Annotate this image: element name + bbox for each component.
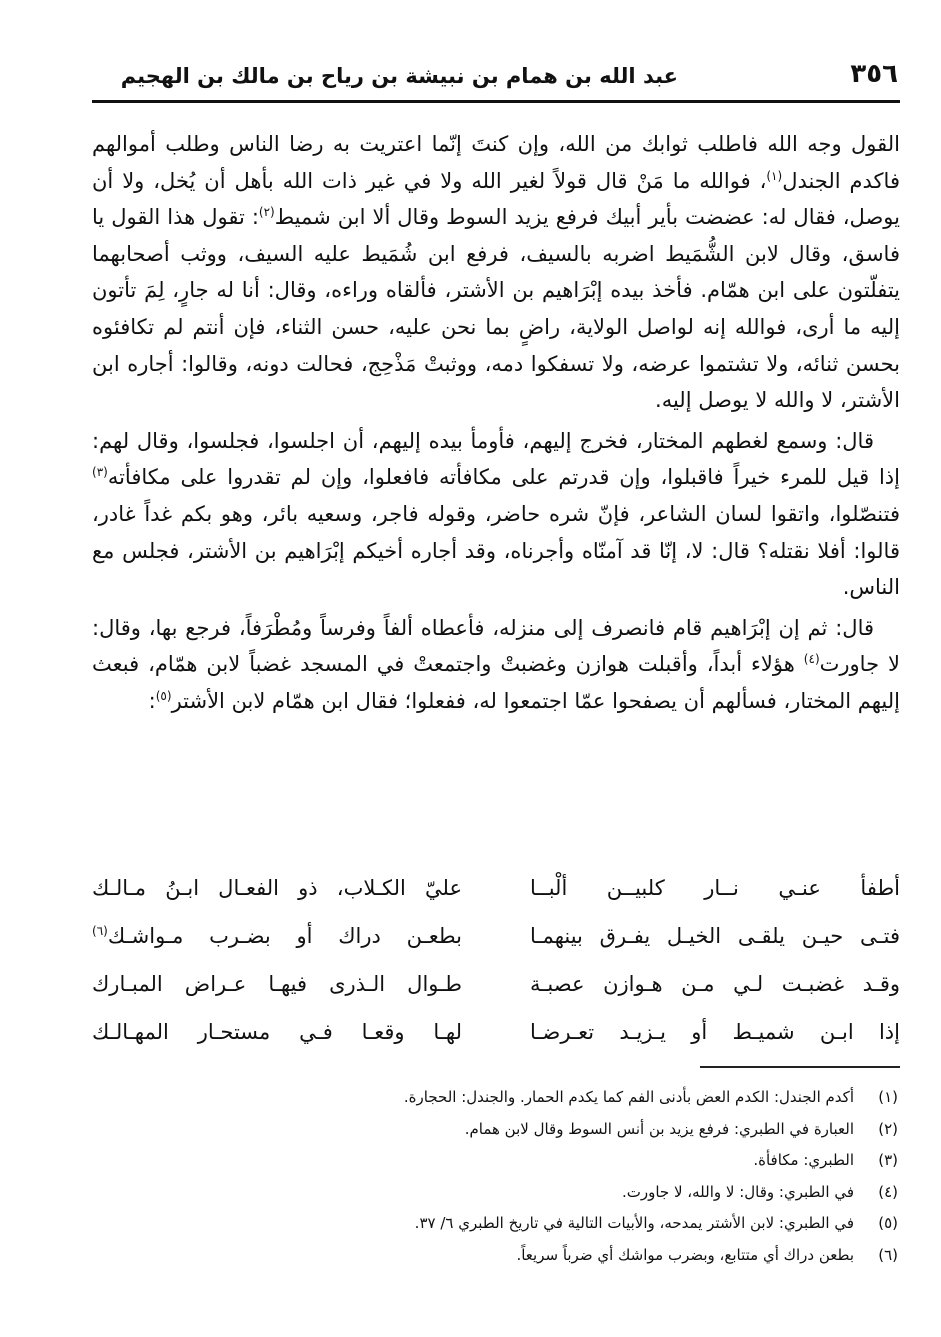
hemistich-text: لهـا وقعـا فـي مستحـار المهـالـك [92,1020,462,1044]
body-text [92,126,900,720]
hemistich-text: بطعـن دراك أو بضـرب مـواشـك [107,924,462,948]
footnote-number: (٣) [878,1151,898,1169]
footnote-ref-1[interactable]: (١) [766,168,783,183]
paragraph-text: قال: وسمع لغطهم المختار، فخرج إليهم، فأومأ بيده إليهم، أن اجلسوا، فجلسوا، وقال لهم: إذا قيل للمرء خيراً فاقبلوا، وإن قدرتم على مكافأته فافعلوا، وإن لم تقدروا على مكافأته [92,428,900,490]
footnote-text: بطعن دراك أي متتابع، وبضرب مواشك أي ضرباً سريعاً. [516,1245,854,1264]
paragraph-2 [92,423,900,606]
poem-second-hemistich [92,864,462,912]
footnote-number: (١) [878,1088,898,1106]
poem-first-hemistich: إذا ابـن شميـط أو يـزيـد تعـرضـا [530,1020,900,1044]
footnote-number: (٢) [878,1119,898,1138]
paragraph-text: قال: ثم إن إبْرَاهيم قام فانصرف إلى منزله، فأعطاه ألفاً وفرساً ومُطْرَفاً، فرجع بها، وقال: لا جاورت [92,615,900,677]
footnote [92,1114,900,1146]
footnote-text: الطبري: مكافأة. [753,1151,854,1169]
footnote-ref-6[interactable]: (٦) [92,924,108,938]
footnote-ref-5[interactable]: (٥) [155,688,172,703]
poem-first-hemistich: وقـد غضبـت لـي مـن هـوازن عصبـة [530,972,900,996]
footnote-number: (٤) [878,1182,898,1201]
poem-second-hemistich [92,960,462,1008]
page-number: ٣٥٦ [850,59,898,89]
hemistich-text: طـوال الـذرى فيهـا عـراض المبـارك [92,972,462,996]
poem-second-hemistich [92,912,462,960]
footnote [92,1240,900,1272]
footnote-ref-3[interactable]: (٣) [92,465,108,480]
footnote-ref-2[interactable]: (٢) [258,205,275,220]
poem-verse [92,864,900,912]
footnote-text: العبارة في الطبري: فرفع يزيد بن أنس السوط وقال لابن همام. [464,1119,854,1138]
footnote [92,1145,900,1177]
footnote-text: في الطبري: لابن الأشتر يمدحه، والأبيات التالية في تاريخ الطبري ٦/ ٣٧. [414,1214,854,1232]
paragraph-text: فتنصّلوا، واتقوا لسان الشاعر، فإنّ شره حاضر، وقوله فاجر، وسعيه بائر، وهو بكم غداً غادر، قالوا: أفلا نقتله؟ قال: لا، إنّا قد آمنّاه وأجرناه، وقد أجاره أخيكم إبْرَاهيم بن الأشتر، فجلس مع الناس. [92,501,900,600]
footnotes [92,1082,900,1271]
footnote-number: (٦) [878,1245,898,1264]
hemistich-text: عليّ الكـلاب، ذو الفعـال ابـنُ مـالـك [92,876,462,900]
running-title: عبد الله بن همام بن نبيشة بن رياح بن مالك بن الهجيم [120,64,678,88]
page-header [92,52,900,103]
footnote-divider [700,1066,900,1068]
paragraph-text: هؤلاء أبداً، وأقبلت هوازن وغضبتْ واجتمعتْ في المسجد غضباً لابن همّام، فبعث إليهم المختار، فسألهم أن يصفحوا عمّا اجتمعوا له، ففعلوا؛ فقال ابن همّام لابن الأشتر [92,652,900,713]
poem-verse [92,960,900,1008]
poem-first-hemistich: أطفأ عنـي نــار كلبيــن ألْبــا [530,876,900,900]
paragraph-text: : [148,688,156,713]
footnote [92,1208,900,1240]
poem-verse [92,1008,900,1056]
paragraph-1 [92,126,900,419]
poem-verse [92,912,900,960]
paragraph-text: : تقول هذا القول يا فاسق، وقال لابن الشُّمَيط اضربه بالسيف، فرفع ابن شُمَيط عليه السيف، ووثب أصحابهما يتفلّتون على ابن همّام. فأخذ بيده إبْرَاهيم بن الأشتر، فألقاه وراءه، وقال: أنا له جارٍ، لِمَ تأتون إليه ما أرى، فوالله إنه لواصل الولاية، راضٍ بما نحن عليه، حسن الثناء، فإن أنتم لم تكافئوه بحسن ثنائه، ولا تشتموا عرضه، ولا تسفكوا دمه، ووثبتْ مَذْحِج، فحالت دونه، وقالوا: أجاره ابن الأشتر، لا والله لا يوصل إليه. [92,205,900,413]
footnote-number: (٥) [878,1214,898,1232]
paragraph-3 [92,610,900,720]
footnote [92,1177,900,1209]
poem-second-hemistich [92,1008,462,1056]
footnote-text: في الطبري: وقال: لا والله، لا جاورت. [621,1182,854,1201]
footnote [92,1082,900,1114]
paragraph-text: القول وجه الله فاطلب ثوابك من الله، وإن كنتَ إنّما اعتريت به رضا الناس وطلب أموالهم فاكدم الجندل [92,132,900,193]
footnote-ref-4[interactable]: (٤) [803,652,820,667]
poem-first-hemistich: فتـى حيـن يلقـى الخيـل يفـرق بينهمـا [530,924,900,948]
paragraph-text: ، فوالله ما مَنْ قال قولاً لغير الله ولا في غير ذات الله بأهل أن يُخل، ولا أن يوصل، فقال له: عضضت بأير أبيك فرفع يزيد السوط وقال ألا ابن شميط [92,168,900,230]
poem [92,864,900,1056]
footnote-text: أكدم الجندل: الكدم العض بأدنى الفم كما يكدم الحمار. والجندل: الحجارة. [403,1088,854,1106]
